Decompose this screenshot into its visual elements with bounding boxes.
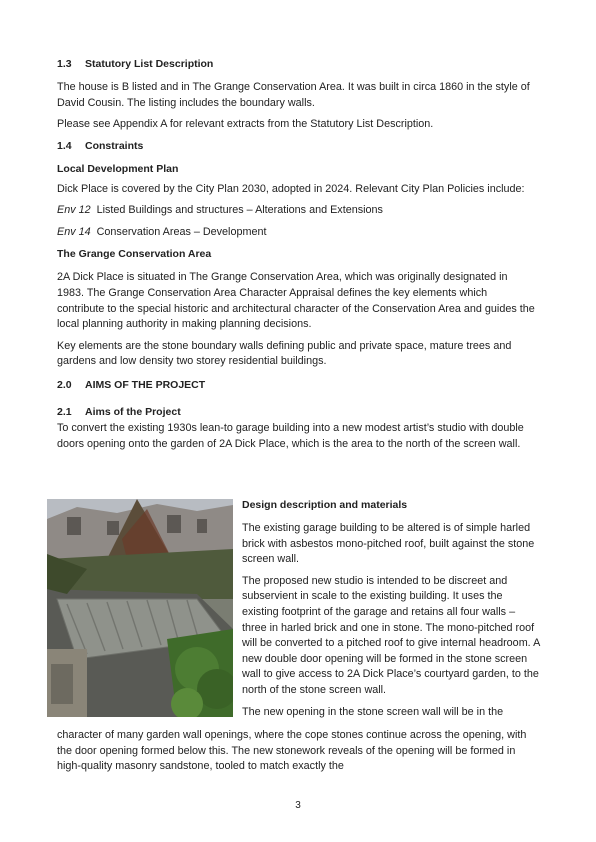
subheading-design-description: Design description and materials	[242, 499, 408, 511]
heading-2-0: 2.0 AIMS OF THE PROJECT	[57, 378, 206, 391]
paragraph: Key elements are the stone boundary walls defining public and private space, mature trees and gardens and low density two storey residential buildings.	[57, 339, 512, 368]
paragraph: The existing garage building to be altered is of simple harled brick with asbestos mono-pitched roof, built against the stone screen wall.	[242, 522, 535, 566]
document-body	[57, 52, 537, 452]
heading-1-4: 1.4 Constraints	[57, 139, 144, 152]
paragraph: The new opening in the stone screen wall will be in the	[242, 705, 504, 718]
page-number: 3	[295, 800, 301, 811]
subheading-local-development-plan: Local Development Plan	[57, 162, 179, 175]
paragraph: To convert the existing 1930s lean-to garage building into a new modest artist’s studio with double doors opening onto the garden of 2A Dick Place, which is the area to the north of the screen wall.	[57, 421, 524, 450]
heading-2-1: 2.1 Aims of the Project	[57, 405, 181, 418]
policy-env14: Env 14 Conservation Areas – Development	[57, 226, 267, 239]
design-description	[242, 498, 540, 720]
paragraph: Dick Place is covered by the City Plan 2030, adopted in 2024. Relevant City Plan Policies include:	[57, 182, 525, 195]
paragraph: The proposed new studio is intended to be discreet and subservient in scale to the existing building. It uses the existing footprint of the garage and retains all four walls – three in harled brick and one in stone. The mono-pitched roof will be converted to a pitched roof to give internal headroom. A new double door opening will be formed in the stone screen wall to give access to 2A Dick Place’s courtyard garden, to the north of the stone screen wall.	[242, 574, 540, 696]
paragraph: 2A Dick Place is situated in The Grange Conservation Area, which was originally designated in 1983. The Grange Conservation Area Character Appraisal defines the key elements which contribute to the special historic and architectural character of the Conservation Area and guides the local planning authority in making planning decisions.	[57, 271, 535, 331]
paragraph: Please see Appendix A for relevant extracts from the Statutory List Description.	[57, 118, 434, 131]
paragraph: The house is B listed and in The Grange Conservation Area. It was built in circa 1860 in the style of David Cousin. The listing includes the boundary walls.	[57, 81, 530, 109]
policy-env12: Env 12 Listed Buildings and structures – Alterations and Extensions	[57, 204, 383, 217]
paragraph: character of many garden wall openings, where the cope stones continue across the opening, with the door opening formed below this. The new stonework reveals of the opening will be formed in high-quality masonry sandstone, tooled to match exactly the	[57, 729, 527, 773]
subheading-grange-conservation-area: The Grange Conservation Area	[57, 248, 212, 261]
garage-roof-photo	[47, 499, 233, 717]
heading-1-3: 1.3 Statutory List Description	[57, 58, 214, 70]
